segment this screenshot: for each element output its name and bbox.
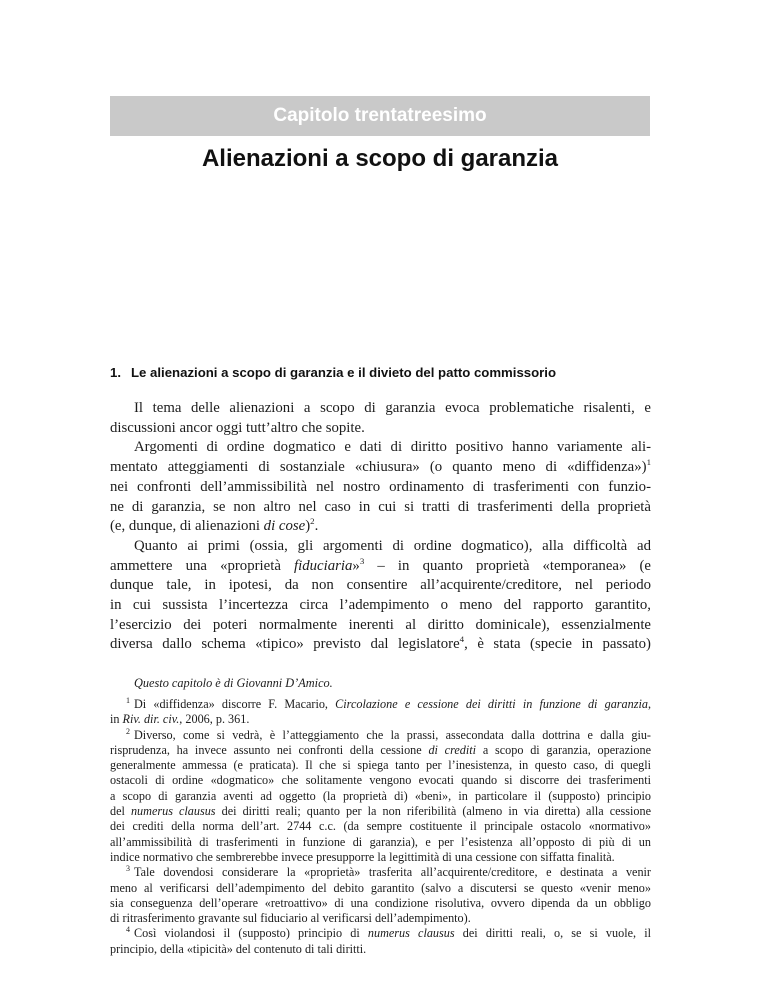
paragraph-line: dunque tale, in ipotesi, da non consentire all’acquirente/creditore, nel periodo xyxy=(110,577,651,594)
footnote-line: all’ammissibilità di trasferimenti in funzione di garanzia), e per l’esistenza all’opposto di più di un xyxy=(110,834,651,849)
paragraph-line xyxy=(110,517,651,537)
paragraph-line: in cui sussista l’incertezza circa l’adempimento o meno del rapporto garantito, xyxy=(110,597,651,614)
section-title: Le alienazioni a scopo di garanzia e il divieto del patto commissorio xyxy=(131,365,557,380)
line-text: risprudenza, ha invece assunto nei confronti della cessione xyxy=(110,742,429,757)
footnote-line xyxy=(110,712,651,727)
section-heading xyxy=(110,364,670,382)
footnote-line xyxy=(110,728,651,743)
italic-text: di crediti xyxy=(428,742,477,757)
paragraph-line: Argomenti di ordine dogmatico e dati di diritto positivo hanno variamente ali- xyxy=(134,439,651,456)
footnote-line: generalmente ammessa (e praticata). Il che si spiega tanto per l’inesistenza, in questo caso, di quegli xyxy=(110,758,651,773)
footnote-number: 2 xyxy=(126,726,130,736)
line-text: Diverso, come si vedrà, è l’atteggiamento che la prassi, assecondata dalla dottrina e dalla giu- xyxy=(134,727,651,742)
italic-text: numerus clausus xyxy=(130,804,216,819)
line-text: dei diritti reali, o, se si vuole, il xyxy=(454,926,651,941)
line-text: mentato atteggiamenti di sostanziale «chiusura» (o quanto meno di «diffidenza») xyxy=(110,459,647,476)
line-text: , xyxy=(647,697,651,711)
footnote-line: indice normativo che sembrerebbe invece presupporre la legittimità di una cessione con siffatta finalità. xyxy=(110,849,615,864)
footnote-line xyxy=(110,743,651,758)
paragraph-line: Quanto ai primi (ossia, gli argomenti di ordine dogmatico), alla difficoltà ad xyxy=(134,537,651,554)
body-text xyxy=(110,399,651,655)
line-text: Di «diffidenza» discorre F. Macario, xyxy=(134,697,336,711)
paragraph-line: Il tema delle alienazioni a scopo di garanzia evoca problematiche risalenti, e xyxy=(134,400,651,416)
paragraph-line: ne di garanzia, se non altro nel caso in cui si tratti di trasferimenti della proprietà xyxy=(110,498,651,515)
line-text: » xyxy=(352,557,360,574)
line-text: , 2006, p. 361. xyxy=(179,712,250,727)
section-number: 1. xyxy=(110,365,121,380)
footnote-line: di ritrasferimento gravante sul fiduciario al verificarsi dell’adempimento). xyxy=(110,911,471,926)
italic-text: Riv. dir. civ. xyxy=(122,712,180,727)
italic-text: di cose xyxy=(263,518,306,535)
footnote-line: dei crediti della norma dell’art. 2744 c.c. (da sempre costituente il principale ostacolo «normativo» xyxy=(110,819,651,834)
paragraph-line: nei confronti dell’ammissibilità nel nostro ordinamento di trasferimenti con funzio- xyxy=(110,478,651,495)
line-text: Tale dovendosi considerare la «proprietà» trasferita all’acquirente/creditore, e destinata a venir xyxy=(134,865,651,880)
line-text: a scopo di garanzia, operazione xyxy=(476,742,651,757)
line-text: Così violandosi il (supposto) principio di xyxy=(134,926,368,941)
italic-text: Circolazione e cessione dei diritti in funzione di garanzia xyxy=(335,697,648,711)
footnote-line xyxy=(110,697,651,712)
paragraph-line: discussioni ancor oggi tutt’altro che sopite. xyxy=(110,419,365,436)
footnote-line: meno al verificarsi dell’adempimento del debito garantito (salvo a discutersi se questo «venir meno» xyxy=(110,880,651,895)
chapter-title: Alienazioni a scopo di garanzia xyxy=(201,145,559,172)
footnote-number: 1 xyxy=(126,695,130,705)
line-text: del xyxy=(110,804,131,819)
footnote-line: sia conseguenza dell’operare «retroattivo» di una condizione risolutiva, ovvero dipenda da un obbligo xyxy=(110,895,651,910)
line-text: , è stata (specie in passato) xyxy=(464,636,651,653)
footnote-ref: 1 xyxy=(646,457,651,468)
footnotes xyxy=(110,697,651,957)
line-text: . xyxy=(314,518,319,535)
footnote-line: principio, della «tipicità» del contenuto di tali diritti. xyxy=(110,941,367,956)
footnote-ref: 2 xyxy=(310,516,315,527)
footnote-number: 4 xyxy=(126,925,130,935)
italic-text: numerus clausus xyxy=(367,926,455,941)
author-note: Questo capitolo è di Giovanni D’Amico. xyxy=(134,676,333,690)
footnote-ref: 4 xyxy=(459,634,465,645)
footnote-ref: 3 xyxy=(359,555,365,566)
line-text: (e, dunque, di alienazioni xyxy=(110,518,264,535)
footnote-line xyxy=(110,865,651,880)
chapter-banner: Capitolo trentatreesimo xyxy=(110,96,650,136)
line-text: dei diritti reali; quanto per la non riferibilità (almeno in via diretta) alla cessione xyxy=(215,804,651,819)
footnote-line: a scopo di garanzia aventi ad oggetto (la proprietà di) «beni», in particolare il (supposto) principio xyxy=(110,788,651,803)
paragraph-line xyxy=(110,557,651,577)
line-text: ) xyxy=(305,518,311,535)
line-text: in xyxy=(110,712,123,727)
italic-text: fiduciaria xyxy=(294,557,353,574)
footnote-line: ostacoli di ordine «dogmatico» che solitamente vengono evocati quando si discorre dei trasferimenti xyxy=(110,773,651,788)
paragraph-line: l’esercizio dei poteri normalmente inerenti al diritto dominicale), essenzialmente xyxy=(110,616,651,633)
line-text: – in quanto proprietà «temporanea» (e xyxy=(364,557,651,574)
footnote-line xyxy=(110,926,651,941)
line-text: ammettere una «proprietà xyxy=(110,557,295,574)
paragraph-line xyxy=(110,458,651,478)
footnote-number: 3 xyxy=(126,864,130,874)
line-text: diversa dallo schema «tipico» previsto dal legislatore xyxy=(110,636,460,653)
paragraph-line xyxy=(110,635,651,655)
footnote-line xyxy=(110,804,651,819)
